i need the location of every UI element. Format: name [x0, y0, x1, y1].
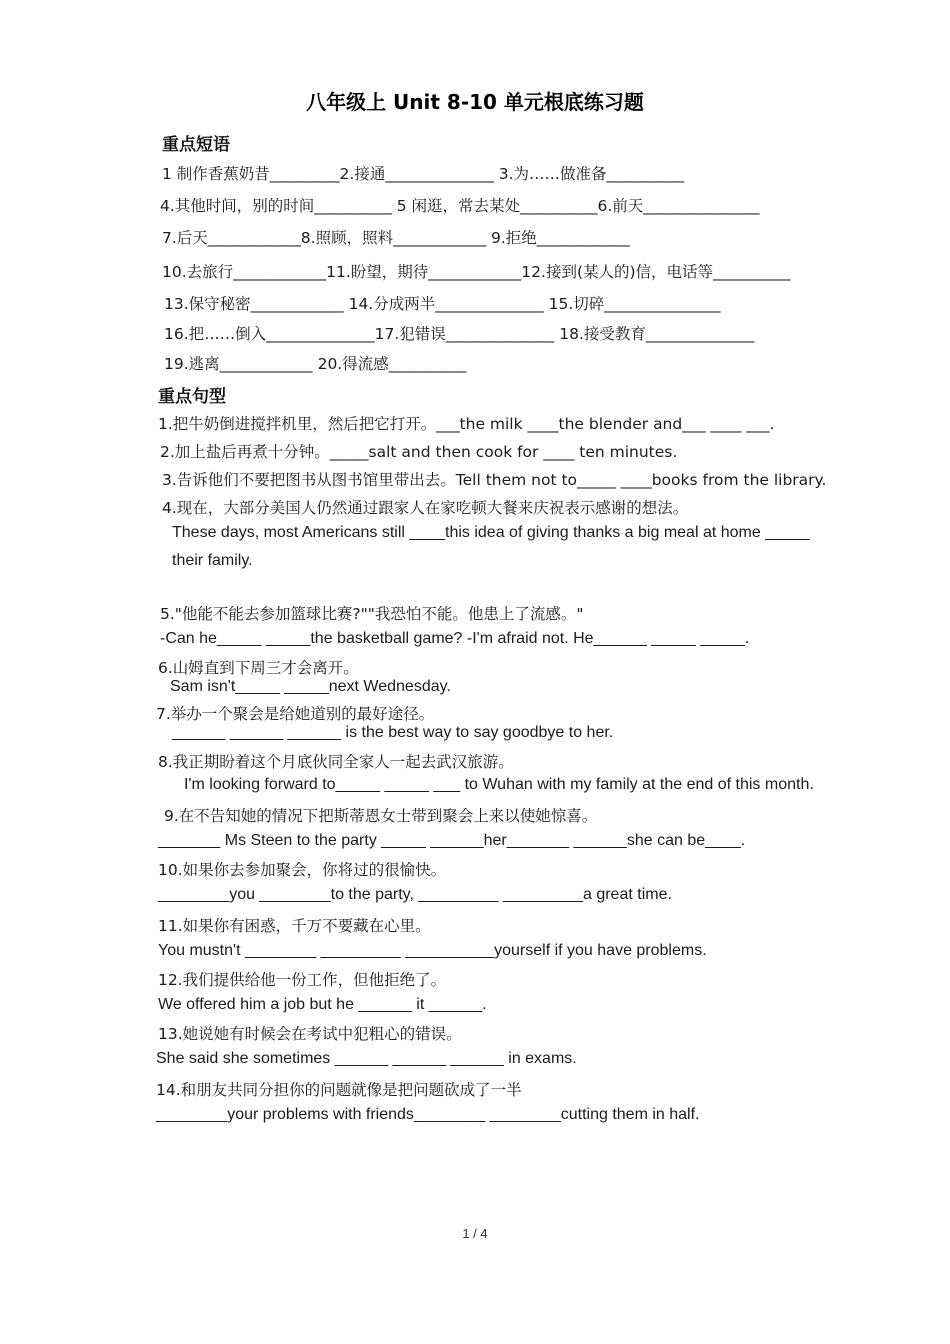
sentence-line: -Can he_____ _____the basketball game? -I'm afraid not. He______ _____ _____. [160, 630, 750, 647]
sentence-line: I'm looking forward to_____ _____ ___ to Wuhan with my family at the end of this month. [184, 776, 814, 793]
sentence-line: ______ ______ ______ is the best way to say goodbye to her. [172, 724, 614, 741]
sentence-line: 14.和朋友共同分担你的问题就像是把问题砍成了一半 [156, 1081, 522, 1099]
page-number: 1 / 4 [462, 1226, 488, 1241]
phrase-line: 7.后天____________8.照顾，照料____________ 9.拒绝____________ [162, 229, 630, 247]
sentence-line: 13.她说她有时候会在考试中犯粗心的错误。 [158, 1025, 462, 1043]
sentence-line: ________you ________to the party, _________ _________a great time. [158, 886, 672, 903]
page-title: 八年级上 Unit 8-10 单元根底练习题 [306, 90, 644, 114]
phrase-line: 19.逃离____________ 20.得流感__________ [164, 355, 467, 373]
sentence-line: 1.把牛奶倒进搅拌机里，然后把它打开。___the milk ____the blender and___ ____ ___. [158, 415, 775, 433]
sentence-line: We offered him a job but he ______ it ______. [158, 996, 487, 1013]
phrase-line: 10.去旅行____________11.盼望，期待____________12.接到(某人的)信，电话等__________ [162, 263, 791, 281]
sentence-line: _______ Ms Steen to the party _____ ______her_______ ______she can be____. [158, 832, 746, 849]
sentence-line: ________your problems with friends________ ________cutting them in half. [156, 1106, 700, 1123]
sentence-line: 4.现在，大部分美国人仍然通过跟家人在家吃顿大餐来庆祝表示感谢的想法。 [162, 499, 689, 517]
sentence-line: 2.加上盐后再煮十分钟。_____salt and then cook for ____ ten minutes. [160, 443, 678, 461]
scanned-worksheet [150, 120, 827, 1140]
phrase-line: 4.其他时间，别的时间__________ 5 闲逛，常去某处__________6.前天_______________ [160, 197, 760, 215]
sentence-line: 12.我们提供给他一份工作，但他拒绝了。 [158, 971, 447, 989]
sentence-line: 3.告诉他们不要把图书从图书馆里带出去。Tell them not to_____ ____books from the library. [162, 471, 827, 489]
sentence-line: These days, most Americans still ____this idea of giving thanks a big meal at home _____ [172, 524, 810, 541]
sentence-line: She said she sometimes ______ ______ ______ in exams. [156, 1050, 577, 1067]
phrase-line: 16.把……倒入______________17.犯错误______________ 18.接受教育______________ [164, 325, 755, 343]
sentence-line: 7.举办一个聚会是给她道别的最好途径。 [156, 705, 435, 723]
sentence-line: Sam isn't_____ _____next Wednesday. [170, 678, 451, 695]
phrase-line: 13.保守秘密____________ 14.分成两半______________ 15.切碎_______________ [164, 295, 721, 313]
sentence-line: 10.如果你去参加聚会，你将过的很愉快。 [158, 861, 447, 879]
sentence-line: 9.在不告知她的情况下把斯蒂恩女士带到聚会上来以使她惊喜。 [164, 807, 598, 825]
sentence-line: 11.如果你有困惑，千万不要藏在心里。 [158, 917, 431, 935]
sentences-heading: 重点句型 [158, 387, 226, 407]
sentence-line: 6.山姆直到下周三才会离开。 [158, 659, 359, 677]
sentence-line: their family. [172, 552, 253, 569]
phrases-heading: 重点短语 [162, 135, 230, 155]
sentence-line: 8.我正期盼着这个月底伙同全家人一起去武汉旅游。 [158, 753, 514, 771]
sentence-line: 5."他能不能去参加篮球比赛?""我恐怕不能。他患上了流感。" [160, 605, 584, 623]
phrase-line: 1 制作香蕉奶昔_________2.接通______________ 3.为……做准备__________ [162, 165, 685, 183]
sentence-line: You mustn't ________ _________ __________yourself if you have problems. [158, 942, 707, 959]
